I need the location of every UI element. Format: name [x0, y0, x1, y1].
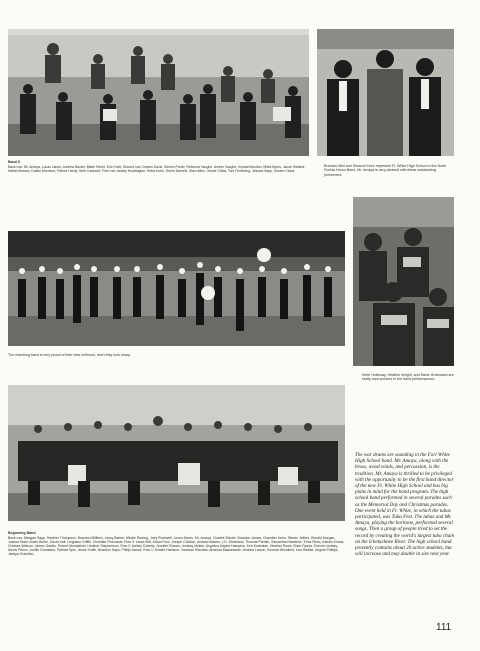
drumline-photo [353, 197, 454, 366]
beginning-title-caption: Beginning Band [8, 531, 36, 535]
group-photo-icon [8, 385, 345, 521]
marching-caption: The marching band is very proud of their new uniforms, don't they look sharp. [8, 353, 131, 357]
page-number: 111 [436, 622, 452, 633]
portrait-photo-icon [317, 29, 454, 156]
band-story-text: The war drums are sounding in the Fort White High School band. Mr. Amaya, along with the brass, wood winds, and percussion, is the tradition. Mr. Amaya is thrilled to be privileged with the opportunity to be the first band director of the new Ft. White High School and has big plans in mind for the band program. The high school band performed in several parades such as the Memorial Day and Christmas parades. One event held in Ft. White, in which the tubas participated, was Tuba Fest. The tubas and Mr. Amaya, playing the baritone, performed several songs. Then a group of people tried to set the record by creating the world's largest tuba chain on the Ichetucknee River. The high school band presently contains about 20 active students, but will increase and may double in size next year. [355, 452, 455, 558]
beginning-names-caption: Back row: Meagan Sapp, Heather Thompson, Brandon Milliken, Jessy Barker, Mindie Rowing, Joey Rockwell, Jonus Morris, Mr. Amaya, Charles Shivler, Brandon James, Chandler Keen, Steven Jeffers, Ronald Morgan, Joshua Stahl, Adam Burke, David Hall, Leighann Griffin, Christian Pinkowski. Row 3: Laura Bell, Adam Ford, Joseph Collison, Andrew Adams, J.D. Strickland, Thomas Parrish, Samantha Haseltine, Erica Reed, Kaleen Knaus, Chelsea Watson, James Gaskin, Robert Monasfield, Heather Stephenson. Row 2: Ashely Coberly, Jennifer Rowan, Lindsay Mckee, Angelica Kaylee Hampton, Keri Kortesian, Heather Rowe, Brian Rysda, Donnie Lindsey, Alexis Prince, Joellie Granados, Patricia Spin, Jesse Smith, Brandon Hays, Phillip James. Row 1: Kristen Harrison, Vanessa Sheubar, Amanda Massewade, Andrew Larson, Keonda Winnfield, Lisa Radike, Angela Phillips, Jamiya Grandiso. [8, 536, 345, 557]
band-group-photo [8, 29, 309, 156]
marching-band-photo [8, 231, 345, 346]
honor-band-trio-photo [317, 29, 454, 156]
marching-band-photo-icon [8, 231, 345, 346]
drumline-photo-icon [353, 197, 454, 366]
band-names-caption: Back row: Mr. Amaya, Lucas Lance, Andrew Baxter, Blake Hecht, Eric Kraft. Second row: Darren Davis, Steven Porter, Rebecca Vaughn, Amber Vaughn, Krystal Moulton, Miles Byrns, Jacob Holland, Nekiel Alvarez, Dustin Morrison, Patrick Hardy, Seth Cardwell. First row: Ashley Huddington, Reba Kohn, Sherri Daniels, Staci Allen, Jessie Gibbs, Toni Flemming, Jessica Sapp, Kristen Cloud. [8, 165, 306, 174]
trio-caption: Brandon Bell and Sherrod Keen represent Ft. White High School in the North Florida Honor Band. Mr. Amaya is very pleased with these outstanding performers. [324, 164, 447, 177]
band-title-caption: Band II [8, 160, 20, 164]
drumline-caption: Keith Holloway, Heather Wright, and Marie Grabowski are really hard workers in the band performances. [362, 373, 454, 382]
group-photo-icon [8, 29, 309, 156]
beginning-band-photo [8, 385, 345, 521]
